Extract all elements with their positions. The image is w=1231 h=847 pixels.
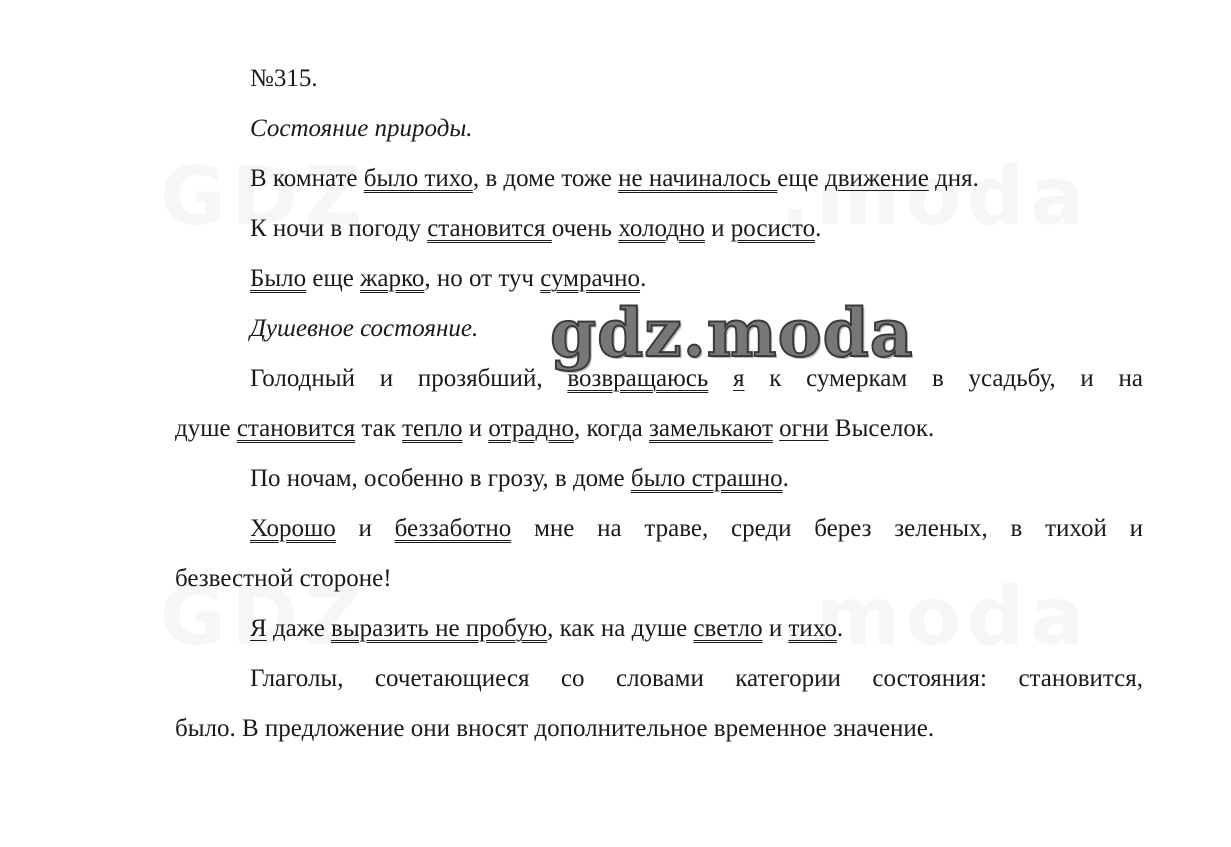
predicate: было тихо [363, 165, 473, 192]
predicate: Было [250, 265, 307, 292]
predicate: жарко [360, 265, 425, 292]
sentence-4-line-2: душе становится так тепло и отрадно, когда замелькают огни Выселок. [175, 415, 935, 442]
sentence-5: По ночам, особенно в грозу, в доме было страшно. [250, 465, 789, 492]
predicate: росисто [730, 215, 816, 242]
predicate: возвращаюсь [567, 365, 709, 392]
conclusion-line-2: было. В предложение они вносят дополнительное временное значение. [175, 715, 935, 742]
predicate: светло [693, 615, 763, 642]
sentence-1: В комнате было тихо, в доме тоже не начиналось еще движение дня. [250, 165, 979, 192]
predicate: было страшно [630, 465, 783, 492]
predicate: Хорошо [250, 515, 336, 542]
site-watermark: gdz.moda [550, 294, 914, 372]
conclusion-line-1: Глаголы, сочетающиеся со словами категории состояния: становится, [250, 665, 1143, 692]
heading-nature: Состояние природы. [250, 115, 473, 142]
subject: Я [250, 615, 267, 642]
exercise-number: №315. [250, 65, 318, 92]
subject: огни [779, 415, 829, 442]
sentence-6-line-2: безвестной стороне! [175, 565, 392, 592]
subject: я [733, 365, 745, 392]
predicate: замелькают [648, 415, 773, 442]
predicate: холодно [618, 215, 705, 242]
sentence-4-line-1: Голодный и прозябший, возвращаюсь я к сумеркам в усадьбу, и на [250, 365, 1143, 392]
predicate: не начиналось [618, 165, 778, 192]
sentence-2: К ночи в погоду становится очень холодно и росисто. [250, 215, 822, 242]
sentence-7: Я даже выразить не пробую, как на душе светло и тихо. [250, 615, 844, 642]
heading-soul: Душевное состояние. [250, 315, 479, 342]
predicate: выразить не пробую [331, 615, 548, 642]
sentence-6-line-1: Хорошо и беззаботно мне на траве, среди берез зеленых, в тихой и [250, 515, 1143, 542]
predicate: отрадно [488, 415, 575, 442]
predicate: тихо [788, 615, 837, 642]
sentence-3: Было еще жарко, но от туч сумрачно. [250, 265, 647, 292]
predicate: становится [236, 415, 356, 442]
subject: движение [825, 165, 929, 192]
predicate: тепло [402, 415, 463, 442]
predicate: становится [427, 215, 552, 242]
predicate: сумрачно [540, 265, 641, 292]
predicate: беззаботно [394, 515, 512, 542]
